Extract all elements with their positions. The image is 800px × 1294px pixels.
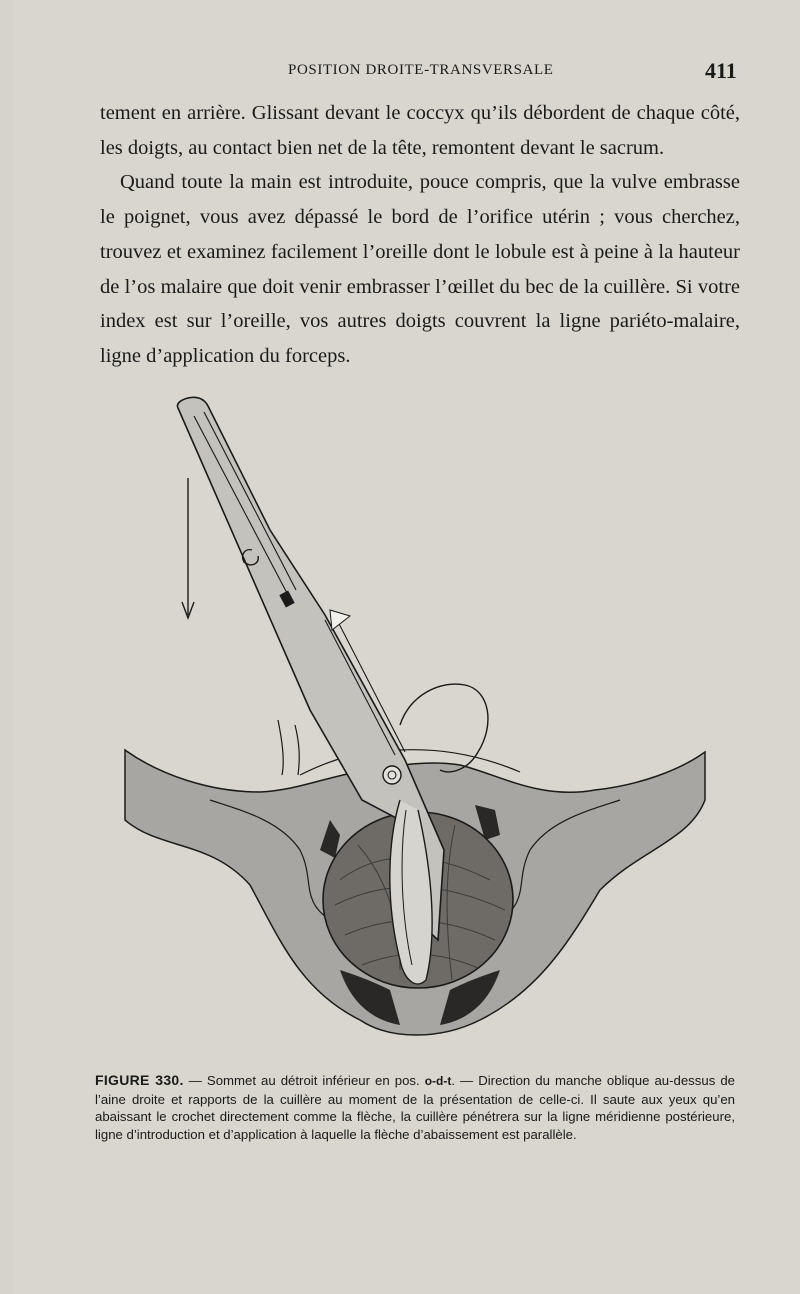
paragraph: Quand toute la main est introduite, pouce compris, que la vulve embrasse le poignet, vous avez dépassé le bord de l’orifice utérin ; vous cherchez, trouvez et examinez facilement l’oreille dont le lobule est à peine à la hauteur de l’os malaire que doit venir embrasser l’œillet du bec de la cuillère. Si votre index est sur l’oreille, vos autres doigts couvrent la ligne pariéto-malaire, ligne d’application du forceps. bbox=[100, 171, 740, 367]
running-header bbox=[0, 58, 800, 88]
caption-text: — Sommet au détroit inférieur en pos. bbox=[183, 1073, 425, 1088]
running-title: POSITION DROITE-TRANSVERSALE bbox=[288, 62, 554, 78]
figure-caption bbox=[95, 1072, 735, 1143]
figure-label: FIGURE 330. bbox=[95, 1072, 184, 1088]
page-number: 411 bbox=[705, 58, 737, 83]
position-code: o-d-t bbox=[424, 1074, 452, 1088]
arrow-down-icon bbox=[182, 478, 194, 618]
forceps-pelvis-engraving bbox=[100, 380, 740, 1060]
caption-text: . — Direction du manche oblique au-dessus de l’aine droite et rapports de la cuillère au moment de la présentation de celle-ci. Il saute aux yeux qu’en abaissant le crochet directement comme la flèche, la cuillère pénétrera sur la ligne méridienne postérieure, ligne d’introduction et d’application à laquelle la flèche d’abaissement est parallèle. bbox=[95, 1073, 735, 1142]
figure-330-illustration bbox=[100, 380, 740, 1060]
body-text bbox=[100, 96, 740, 374]
paragraph: tement en arrière. Glissant devant le coccyx qu’ils débordent de chaque côté, les doigts, au contact bien net de la tête, remontent devant le sacrum. bbox=[100, 102, 740, 159]
